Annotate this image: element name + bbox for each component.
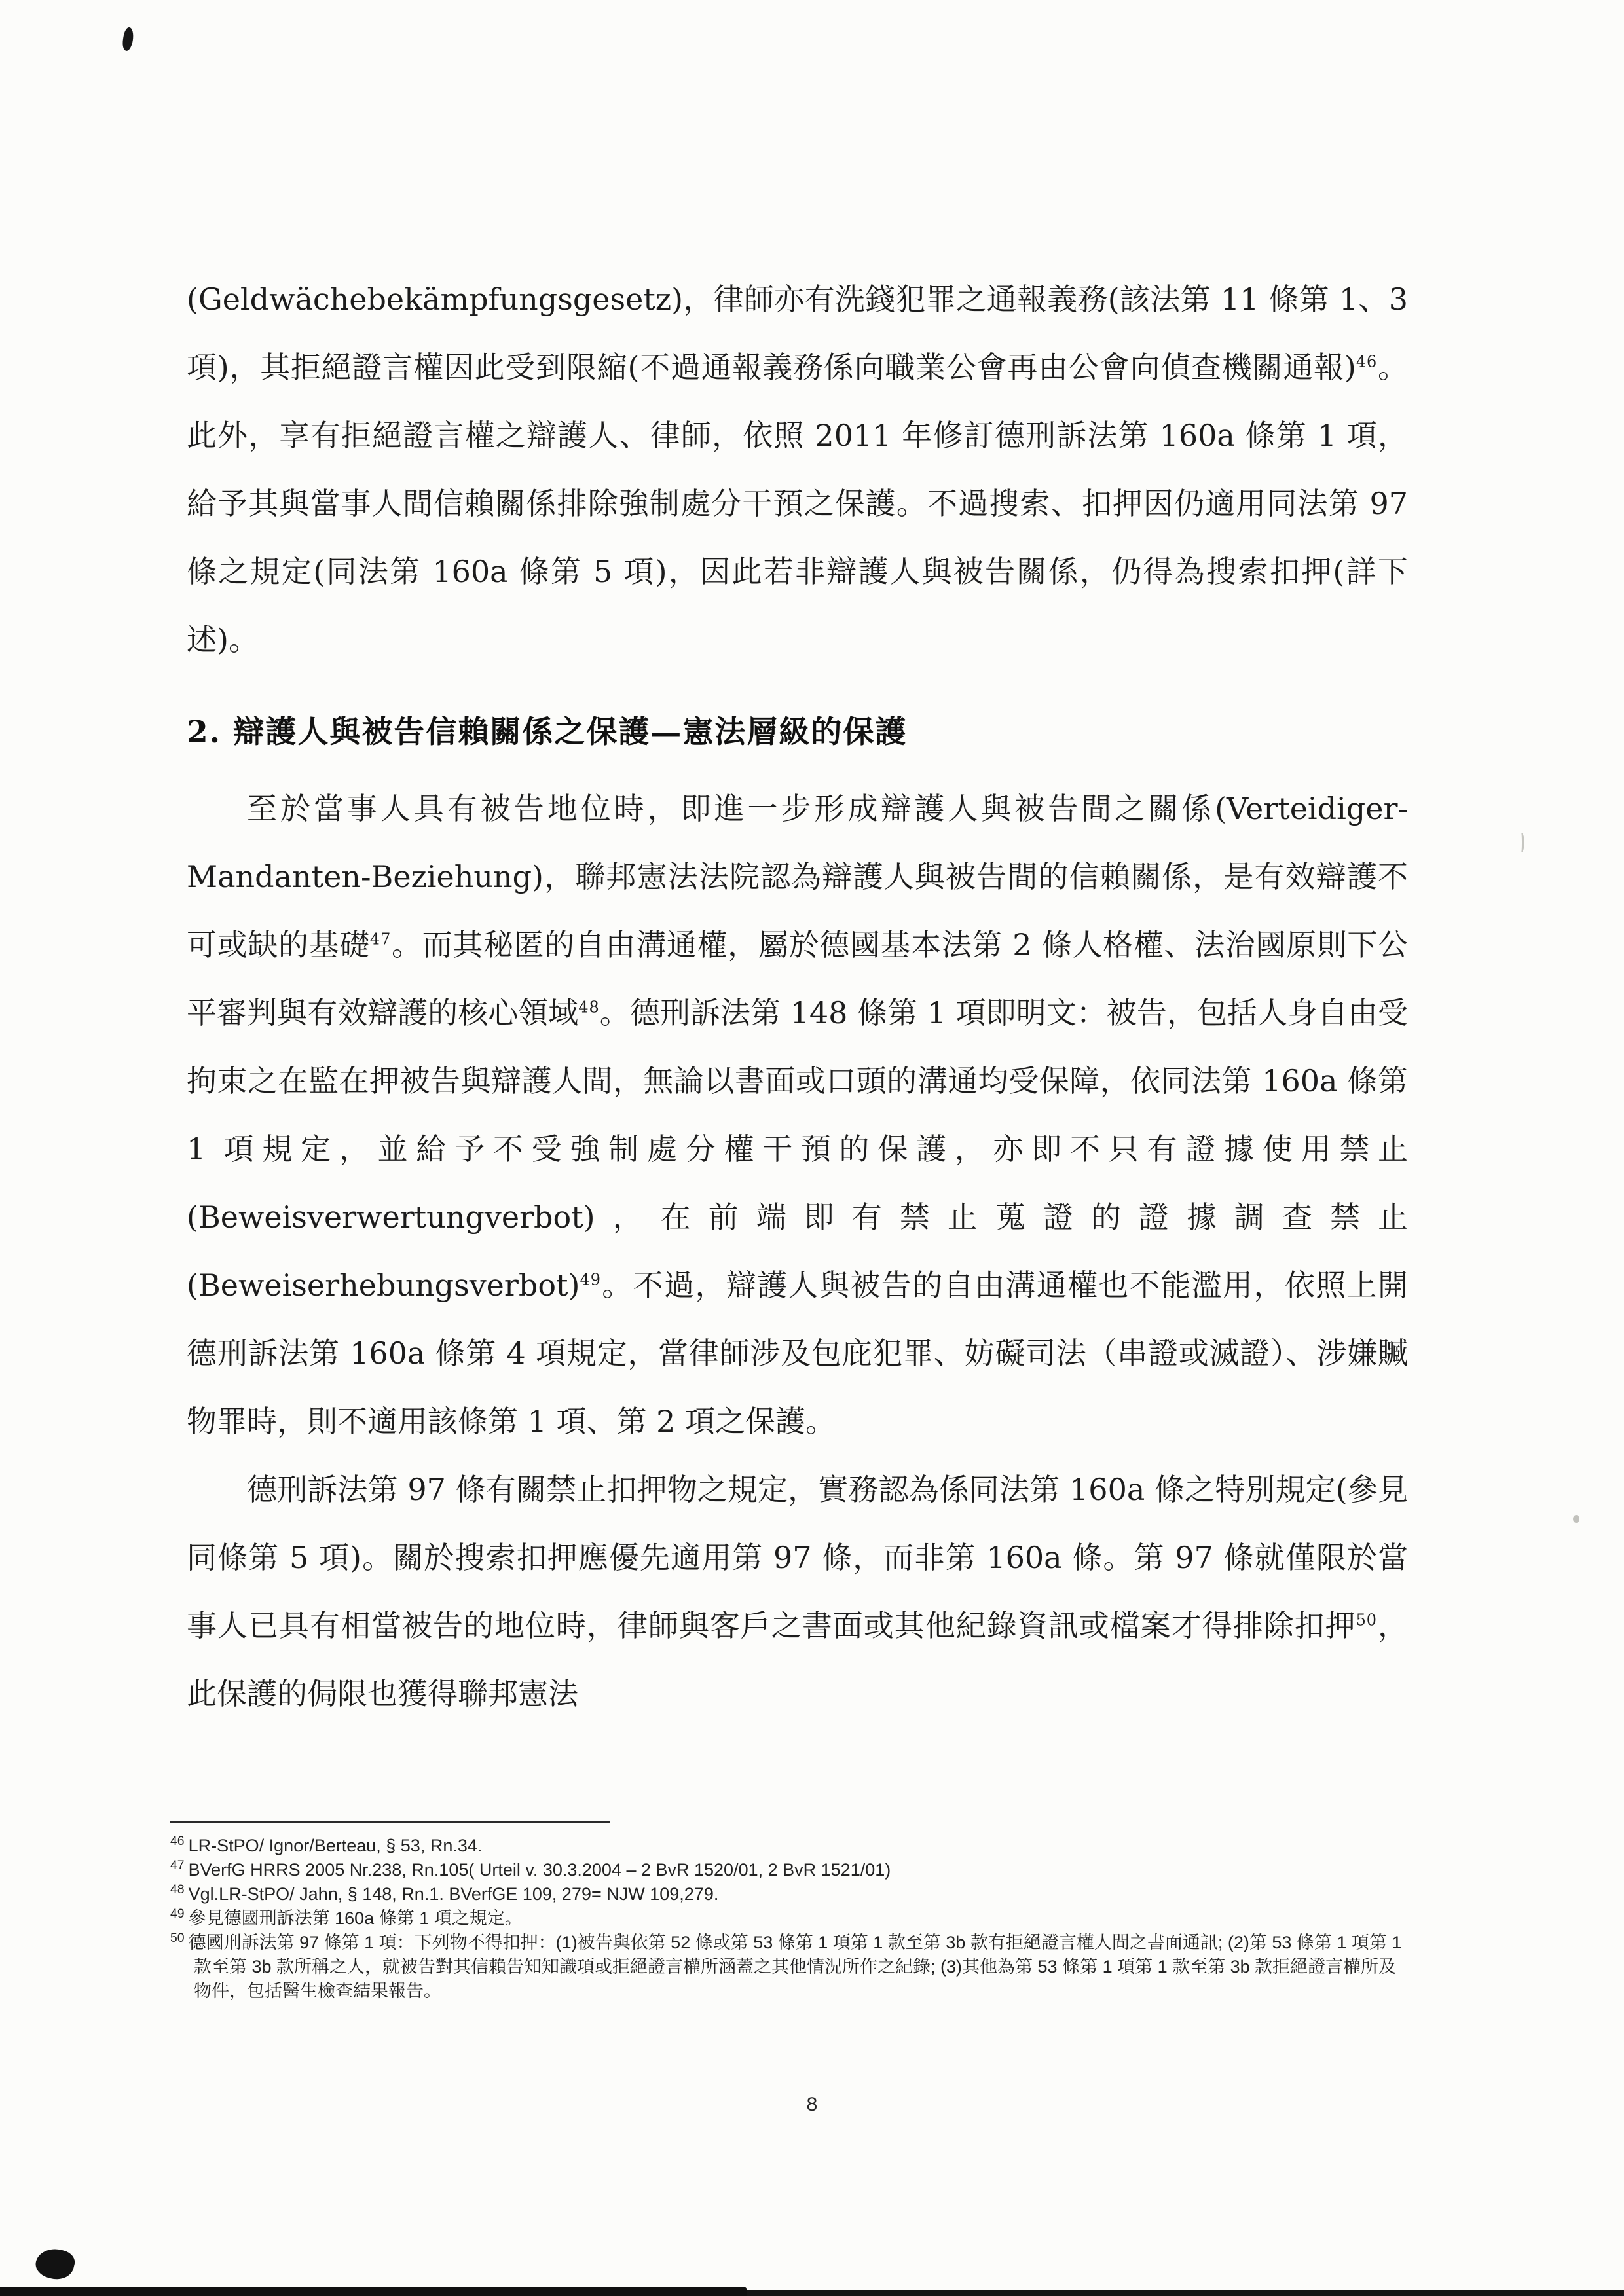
scan-artifact <box>1573 1515 1579 1523</box>
footnote-ref: 46 <box>1356 352 1378 371</box>
footnote-number: 47 <box>170 1858 185 1872</box>
footnote-ref: 48 <box>578 998 600 1017</box>
footnote: $^{48}$ Vgl.LR-StPO/ Jahn, § 148, Rn.1. BVerfGE 109, 279= NJW 109,279. <box>170 1882 719 1904</box>
footnote-number: 46 <box>170 1834 185 1848</box>
section-heading: 2. 辯護人與被告信賴關係之保護—憲法層級的保護 <box>187 714 908 750</box>
footnote-separator <box>170 1821 610 1823</box>
footnote-number: 48 <box>170 1882 185 1897</box>
body-paragraph: 德刑訴法第 97 條有關禁止扣押物之規定，實務認為係同法第 160a 條之特別規定(參見同條第 5 項)。關於搜索扣押應優先適用第 97 條，而非第 160a 條。第 97 條就僅限於當事人已具有相當被告的地位時，律師與客戶之書面或其他紀錄資訊或檔案才得排除扣押$^{50}$，此保護的侷限也獲得聯邦憲法 <box>187 1472 1409 1711</box>
footnote: $^{49}$ 參見德國刑訴法第 160a 條第 1 項之規定。 <box>170 1906 523 1928</box>
footnote: $^{47}$ BVerfG HRRS 2005 Nr.238, Rn.105( Urteil v. 30.3.2004 – 2 BvR 1520/01, 2 BvR 1521/01) <box>170 1858 891 1880</box>
document-body <box>187 265 1408 1728</box>
footnote-ref: 47 <box>369 930 392 949</box>
footnote: $^{46}$ LR-StPO/ Ignor/Berteau, § 53, Rn.34. <box>170 1834 483 1855</box>
footnote-ref: 49 <box>580 1270 601 1289</box>
scan-artifact <box>0 2287 747 2296</box>
page-number: 8 <box>806 2094 818 2115</box>
footnote-list <box>170 1834 1408 2003</box>
footnote-ref: 50 <box>1356 1611 1378 1630</box>
footnote-number: 50 <box>170 1931 185 1945</box>
footnote-number: 49 <box>170 1906 185 1921</box>
scan-artifact <box>1518 833 1524 852</box>
body-paragraph: (Geldwächebekämpfungsgesetz)，律師亦有洗錢犯罪之通報義務(該法第 11 條第 1、3 項)，其拒絕證言權因此受到限縮(不過通報義務係向職業公會再由公會向偵查機關通報)$^{46}$。此外，享有拒絕證言權之辯護人、律師，依照 2011 年修訂德刑訴法第 160a 條第 1 項，給予其與當事人間信賴關係排除強制處分干預之保護。不過搜索、扣押因仍適用同法第 97 條之規定(同法第 160a 條第 5 項)，因此若非辯護人與被告關係，仍得為搜索扣押(詳下述)。 <box>187 282 1409 657</box>
body-paragraph: 至於當事人具有被告地位時，即進一步形成辯護人與被告間之關係(Verteidiger-Mandanten-Beziehung)，聯邦憲法法院認為辯護人與被告間的信賴關係，是有效辯護不可或缺的基礎$^{47}$。而其秘匿的自由溝通權，屬於德國基本法第 2 條人格權、法治國原則下公平審判與有效辯護的核心領域$^{48}$。德刑訴法第 148 條第 1 項即明文：被告，包括人身自由受拘束之在監在押被告與辯護人間，無論以書面或口頭的溝通均受保障，依同法第 160a 條第 1 項規定，並給予不受強制處分權干預的保護，亦即不只有證據使用禁止(Beweisverwertungverbot)，在前端即有禁止蒐證的證據調查禁止(Beweiserhebungsverbot)$^{49}$。不過，辯護人與被告的自由溝通權也不能濫用，依照上開德刑訴法第 160a 條第 4 項規定，當律師涉及包庇犯罪、妨礙司法（串證或滅證）、涉嫌贓物罪時，則不適用該條第 1 項、第 2 項之保護。 <box>187 791 1409 1439</box>
footnote: $^{50}$ 德國刑訴法第 97 條第 1 項：下列物不得扣押：(1)被告與依第 52 條或第 53 條第 1 項第 1 款至第 3b 款有拒絕證言權人間之書面通訊; (2)第 53 條第 1 項第 1 款至第 3b 款所稱之人，就被告對其信賴告知知識項或拒絕證言權所涵蓋之其他情況所作之紀錄; (3)其他為第 53 條第 1 項第 1 款至第 3b 款拒絕證言權所及物件，包括醫生檢查結果報告。 <box>170 1931 1402 2001</box>
scan-artifact <box>33 2245 77 2284</box>
scan-artifact <box>121 27 134 52</box>
footnote-area <box>170 1821 1408 2003</box>
